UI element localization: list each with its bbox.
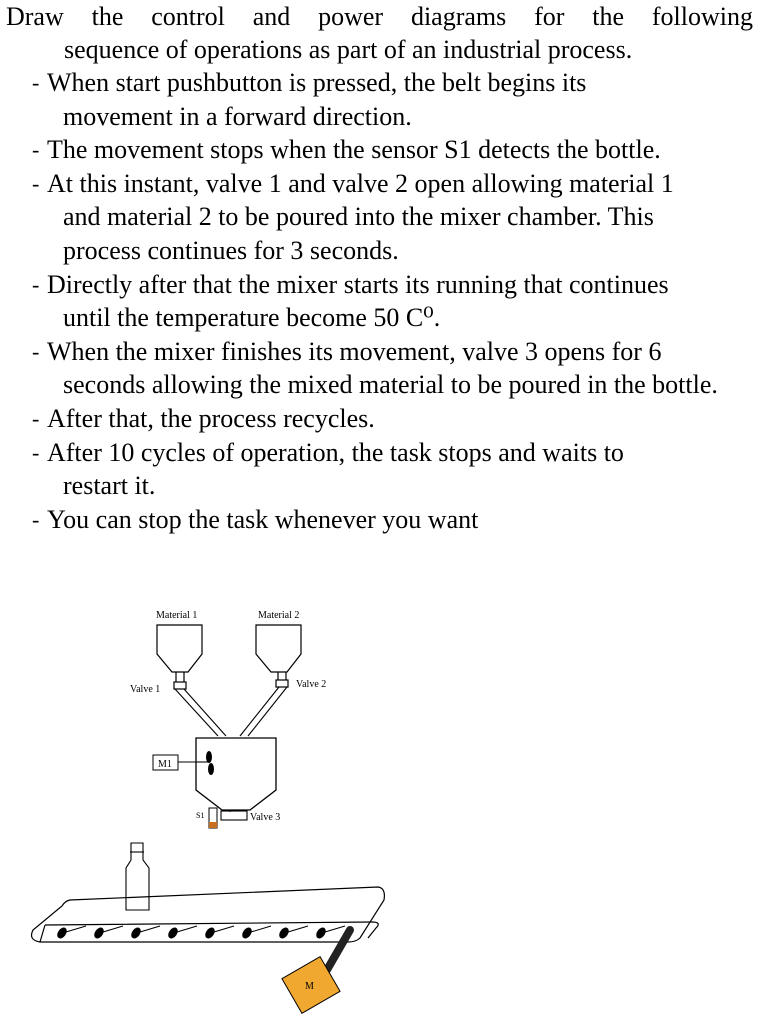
bullet-dash: - — [32, 70, 40, 95]
bottle-icon — [126, 843, 149, 910]
intro-line-2: sequence of operations as part of an industrial process. — [64, 35, 633, 64]
step-continuation: movement in a forward direction. — [63, 101, 412, 131]
label-mixer-motor: M1 — [158, 759, 172, 770]
label-valve-1: Valve 1 — [130, 684, 161, 695]
label-valve-2: Valve 2 — [296, 679, 327, 690]
propeller-icon — [206, 751, 214, 775]
belt-rollers — [55, 926, 345, 940]
intro-line-1: Draw the control and power diagrams for the following — [6, 2, 753, 31]
valve-3 — [221, 810, 247, 820]
label-sensor: S1 — [196, 811, 205, 820]
roller — [314, 926, 345, 940]
bullet-dash: - — [32, 506, 40, 532]
step-first-line: After 10 cycles of operation, the task stops and waits to — [47, 437, 624, 467]
step-first-line: When start pushbutton is pressed, the belt begins its — [47, 68, 587, 97]
step-first-line: When the mixer finishes its movement, valve 3 opens for 6 — [47, 336, 662, 366]
hopper-material-1 — [157, 625, 202, 689]
feed-pipes — [175, 687, 287, 736]
bullet-dash: - — [32, 405, 40, 431]
step-continuation: seconds allowing the mixed material to be poured in the bottle. — [63, 370, 718, 400]
sensor-s1 — [209, 808, 217, 828]
bullet-dash: - — [32, 137, 40, 163]
step-first-line: Directly after that the mixer starts its running that continues — [47, 269, 669, 299]
bullet-dash: - — [32, 170, 40, 196]
label-belt-motor: M — [305, 981, 314, 992]
mixer-chamber — [196, 738, 276, 810]
step-continuation: restart it. — [63, 471, 156, 501]
step-first-line: At this instant, valve 1 and valve 2 open allowing material 1 — [47, 168, 674, 198]
roller — [240, 926, 271, 940]
label-material-1: Material 1 — [156, 610, 198, 621]
step-first-line: You can stop the task whenever you want — [47, 504, 479, 534]
bullet-dash: - — [32, 271, 40, 297]
step-first-line: The movement stops when the sensor S1 detects the bottle. — [47, 135, 661, 165]
roller — [166, 926, 197, 940]
step-continuation: until the temperature become 50 C⁰. — [63, 303, 441, 333]
roller — [55, 926, 86, 940]
hopper-material-2 — [256, 625, 301, 687]
step-first-line: After that, the process recycles. — [47, 403, 375, 433]
label-material-2: Material 2 — [258, 610, 300, 621]
bullet-dash: - — [32, 439, 40, 465]
roller — [129, 926, 160, 940]
roller — [277, 926, 308, 940]
roller — [92, 926, 123, 940]
label-valve-3: Valve 3 — [250, 812, 281, 823]
step-continuation: and material 2 to be poured into the mixer chamber. This process continues for 3 seconds. — [63, 202, 654, 265]
valve-1-body — [174, 682, 186, 689]
valve-2-body — [276, 680, 288, 687]
bullet-dash: - — [32, 338, 40, 364]
roller — [203, 926, 234, 940]
